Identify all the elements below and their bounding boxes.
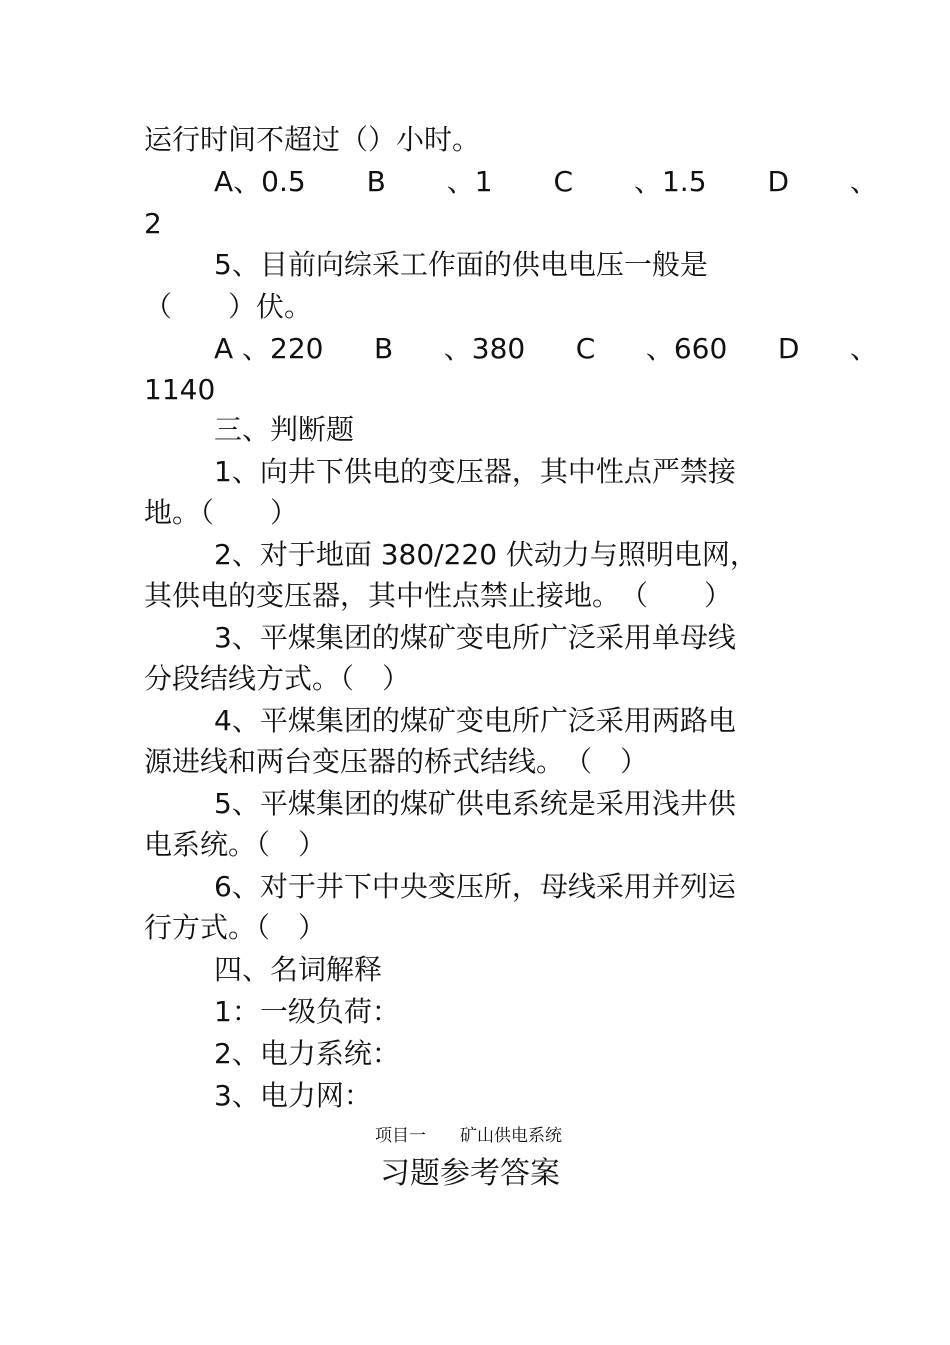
section-3-title: 三、判断题 — [214, 413, 355, 446]
tf-1-line2: 地。（ ） — [144, 496, 299, 529]
q4-option-c-value: 、1.5 — [633, 165, 707, 198]
tf-2-line1: 2、对于地面 380/220 伏动力与照明电网， — [214, 538, 758, 571]
q5-question-line1: 5、目前向综采工作面的供电电压一般是 — [214, 248, 708, 281]
q5-question-line2: （ ）伏。 — [144, 290, 313, 323]
q5-option-d-sep: 、 — [849, 332, 878, 365]
q5-option-a: A 、220 — [214, 332, 324, 365]
tf-5-line2: 电系统。（ ） — [144, 828, 327, 861]
tf-4-line2: 源进线和两台变压器的桥式结线。 （ ） — [144, 745, 649, 778]
q4-option-d-letter: D — [767, 165, 789, 198]
tf-6-line2: 行方式。（ ） — [144, 911, 327, 944]
tf-5-line1: 5、平煤集团的煤矿供电系统是采用浅井供 — [214, 787, 736, 820]
tf-3-line2: 分段结线方式。（ ） — [144, 662, 411, 695]
q4-option-c-letter: C — [553, 165, 574, 198]
q4-continuation: 运行时间不超过（）小时。 — [144, 123, 481, 156]
q5-option-b-value: 、380 — [443, 332, 526, 365]
tf-2-line2: 其供电的变压器，其中性点禁止接地。 （ ） — [144, 579, 733, 612]
term-1: 1：一级负荷： — [214, 995, 400, 1028]
q4-option-d-sep: 、 — [849, 165, 878, 198]
q5-options — [214, 329, 878, 369]
q4-option-b-value: 、1 — [446, 165, 493, 198]
tf-4-line1: 4、平煤集团的煤矿变电所广泛采用两路电 — [214, 704, 736, 737]
q4-option-a: A、0.5 — [214, 165, 306, 198]
q4-option-b-letter: B — [366, 165, 386, 198]
section-4-title: 四、名词解释 — [214, 953, 383, 986]
term-2: 2、电力系统： — [214, 1037, 400, 1070]
q5-option-b-letter: B — [374, 332, 394, 365]
tf-3-line1: 3、平煤集团的煤矿变电所广泛采用单母线 — [214, 621, 736, 654]
term-3: 3、电力网： — [214, 1079, 372, 1112]
q4-option-d-value: 2 — [144, 207, 162, 240]
q5-option-c-value: 、660 — [645, 332, 728, 365]
answer-key-title: 习题参考答案 — [380, 1156, 560, 1191]
project-subtitle: 项目一 矿山供电系统 — [375, 1126, 562, 1146]
q4-options — [214, 162, 878, 202]
tf-6-line1: 6、对于井下中央变压所，母线采用并列运 — [214, 870, 736, 903]
q5-option-d-value: 1140 — [144, 373, 216, 406]
q5-option-d-letter: D — [777, 332, 800, 365]
q5-option-c-letter: C — [575, 332, 596, 365]
tf-1-line1: 1、向井下供电的变压器，其中性点严禁接 — [214, 455, 736, 488]
